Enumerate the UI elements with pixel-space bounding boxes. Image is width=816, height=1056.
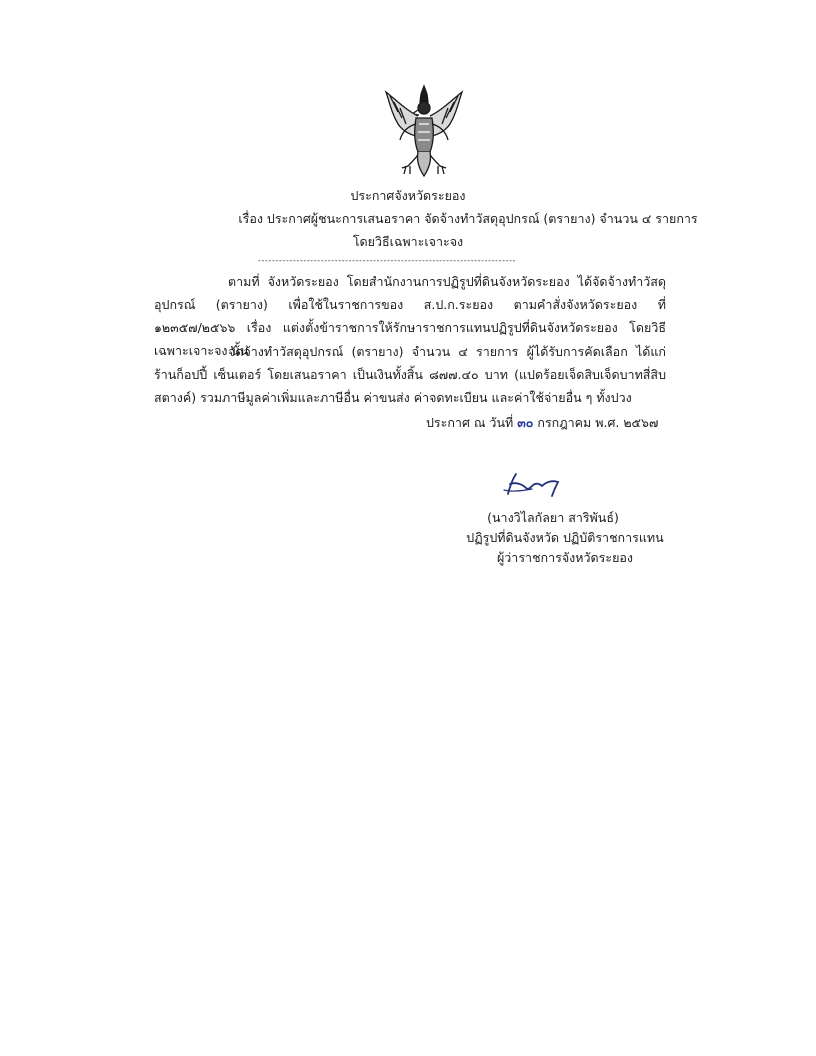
announcement-day: ๓๐: [517, 415, 534, 430]
paragraph-winner-text: จัดจ้างทำวัสดุอุปกรณ์ (ตรายาง) จำนวน ๔ รายการ ผู้ได้รับการคัดเลือก ได้แก่ ร้านก็อปปี้ เซ็นเตอร์ โดยเสนอราคา เป็นเงินทั้งสิ้น ๘๗๗.๔๐ บาท (แปดร้อยเจ็ดสิบเจ็ดบาทสี่สิบสตางค์) รวมภาษีมูลค่าเพิ่มและภาษีอื่น ค่าขนส่ง ค่าจดทะเบียน และค่าใช้จ่ายอื่น ๆ ทั้งปวง: [154, 344, 666, 405]
handwritten-signature: [502, 470, 564, 500]
announcement-date-prefix: ประกาศ ณ วันที่: [426, 415, 514, 430]
garuda-emblem-icon: [376, 80, 472, 180]
signatory-name: (นางวิไลกัลยา สาริพันธ์): [487, 510, 619, 525]
announcement-date: [426, 413, 658, 433]
signatory-governor-title: ผู้ว่าราชการจังหวัดระยอง: [496, 550, 634, 565]
header-divider: --------------------------------------------------------------------------: [258, 256, 517, 265]
paragraph-winner: [154, 340, 666, 409]
paragraph-background-text: ตามที่ จังหวัดระยอง โดยสำนักงานการปฏิรูปที่ดินจังหวัดระยอง ได้จัดจ้างทำวัสดุอุปกรณ์ (ตรายาง) เพื่อใช้ในราชการของ ส.ป.ก.ระยอง ตามคำสั่งจังหวัดระยอง ที่ ๑๒๓๕๗/๒๕๖๖ เรื่อง แต่งตั้งข้าราชการให้รักษาราชการแทนปฏิรูปที่ดินจังหวัดระยอง โดยวิธีเฉพาะเจาะจง นั้น: [154, 274, 666, 358]
signatory-position: ปฏิรูปที่ดินจังหวัด ปฏิบัติราชการแทน: [466, 530, 664, 545]
procurement-method: โดยวิธีเฉพาะเจาะจง: [352, 234, 464, 249]
announcement-subject: เรื่อง ประกาศผู้ชนะการเสนอราคา จัดจ้างทำวัสดุอุปกรณ์ (ตรายาง) จำนวน ๔ รายการ: [238, 211, 698, 226]
announcement-title: ประกาศจังหวัดระยอง: [350, 188, 466, 203]
announcement-month-year: กรกฎาคม พ.ศ. ๒๕๖๗: [537, 415, 659, 430]
